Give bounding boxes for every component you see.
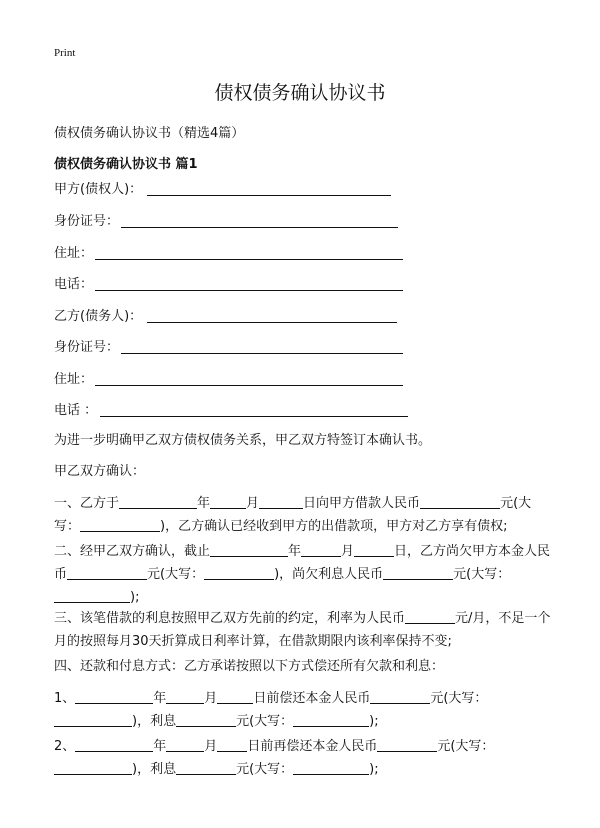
clause-text: 元(大写： <box>236 762 294 777</box>
clause-4: 四、还款和付息方式：乙方承诺按照以下方式偿还所有欠款和利息： <box>54 659 445 674</box>
repayment-1 <box>54 687 554 733</box>
blank-line <box>75 737 153 752</box>
part-heading: 债权债务确认协议书 篇1 <box>54 157 198 172</box>
blank-line <box>293 760 369 775</box>
blank-line <box>75 689 153 704</box>
debtor-label: 乙方(债务人)： <box>54 309 143 324</box>
clause-text: 日，乙方尚欠甲方本金人民币 <box>54 544 551 582</box>
blank-line <box>405 609 455 624</box>
debtor-blank <box>147 322 397 323</box>
confirm-heading: 甲乙双方确认： <box>54 464 146 479</box>
clause-text: )，利息 <box>132 714 177 729</box>
blank-line <box>176 712 236 727</box>
blank-line <box>67 565 147 580</box>
blank-line <box>54 712 132 727</box>
clause-text: ); <box>130 590 140 605</box>
debtor-address-blank <box>95 385 403 386</box>
blank-line <box>217 689 253 704</box>
blank-line <box>80 517 160 532</box>
clause-text: 年 <box>153 739 167 754</box>
clause-text: )，尚欠利息人民币 <box>274 567 384 582</box>
clause-text: 月 <box>204 739 218 754</box>
clause-text: 1、 <box>54 691 76 706</box>
creditor-id-field <box>54 212 399 232</box>
blank-line <box>370 689 430 704</box>
blank-line <box>54 760 132 775</box>
debtor-id-label: 身份证号： <box>54 340 120 355</box>
creditor-address-field <box>54 244 404 264</box>
creditor-address-label: 住址： <box>54 246 94 261</box>
blank-line <box>420 494 500 509</box>
debtor-id-blank <box>121 353 403 354</box>
blank-line <box>176 760 236 775</box>
creditor-address-blank <box>95 259 403 260</box>
clause-text: 元(大写： <box>453 567 511 582</box>
clause-text: 日向甲方借款人民币 <box>303 496 421 511</box>
intro-paragraph: 为进一步明确甲乙双方债权债务关系，甲乙双方特签订本确认书。 <box>54 433 432 448</box>
creditor-field <box>54 180 394 200</box>
blank-line <box>166 737 204 752</box>
debtor-phone-label: 电话 ： <box>54 403 98 418</box>
clause-text: 月 <box>246 496 260 511</box>
debtor-address-label: 住址： <box>54 372 94 387</box>
blank-line <box>119 494 197 509</box>
debtor-phone-blank <box>100 416 408 417</box>
blank-line <box>54 588 130 603</box>
clause-text: 2、 <box>54 739 76 754</box>
clause-text: 日前偿还本金人民币 <box>253 691 371 706</box>
clause-text: 年 <box>153 691 167 706</box>
creditor-blank <box>147 195 391 196</box>
creditor-phone-field <box>54 275 404 295</box>
debtor-phone-field <box>54 401 409 421</box>
blank-line <box>166 689 204 704</box>
blank-line <box>204 565 274 580</box>
document-title: 债权债务确认协议书 <box>214 82 386 104</box>
blank-line <box>377 737 437 752</box>
blank-line <box>301 542 341 557</box>
clause-text: )，乙方确认已经收到甲方的出借款项，甲方对乙方享有债权; <box>160 519 508 534</box>
repayment-2 <box>54 735 554 781</box>
clause-2 <box>54 540 554 609</box>
clause-text: ); <box>369 714 379 729</box>
print-label[interactable]: Print <box>54 47 76 59</box>
clause-text: 年 <box>197 496 211 511</box>
clause-text: 三、该笔借款的利息按照甲乙双方先前的约定，利率为人民币 <box>54 611 406 626</box>
clause-text: 月 <box>204 691 218 706</box>
clause-text: 元(大写： <box>437 739 495 754</box>
document-subtitle: 债权债务确认协议书（精选4篇） <box>54 126 245 141</box>
blank-line <box>210 542 288 557</box>
creditor-id-blank <box>121 227 398 228</box>
blank-line <box>383 565 453 580</box>
clause-text: 月 <box>341 544 355 559</box>
clause-text: 二、经甲乙双方确认，截止 <box>54 544 211 559</box>
blank-line <box>210 494 246 509</box>
blank-line <box>354 542 394 557</box>
clause-text: 日前再偿还本金人民币 <box>247 739 378 754</box>
debtor-id-field <box>54 338 404 358</box>
clause-3 <box>54 607 554 653</box>
creditor-id-label: 身份证号： <box>54 214 120 229</box>
clause-text: 年 <box>288 544 302 559</box>
clause-text: 元(大写： <box>54 496 532 534</box>
creditor-label: 甲方(债权人)： <box>54 182 143 197</box>
debtor-field <box>54 307 399 327</box>
clause-text: 一、乙方于 <box>54 496 120 511</box>
creditor-phone-label: 电话： <box>54 277 94 292</box>
clause-text: )，利息 <box>132 762 177 777</box>
blank-line <box>217 737 247 752</box>
clause-text: 元(大写： <box>236 714 294 729</box>
clause-text: 元(大写： <box>147 567 205 582</box>
blank-line <box>293 712 369 727</box>
blank-line <box>259 494 303 509</box>
clause-text: 元/月，不足一个月的按照每月30天折算成日利率计算，在借款期限内该利率保持不变; <box>54 611 551 649</box>
debtor-address-field <box>54 370 404 390</box>
clause-text: ); <box>369 762 379 777</box>
clause-1 <box>54 492 554 538</box>
clause-text: 元(大写： <box>430 691 488 706</box>
creditor-phone-blank <box>95 290 403 291</box>
